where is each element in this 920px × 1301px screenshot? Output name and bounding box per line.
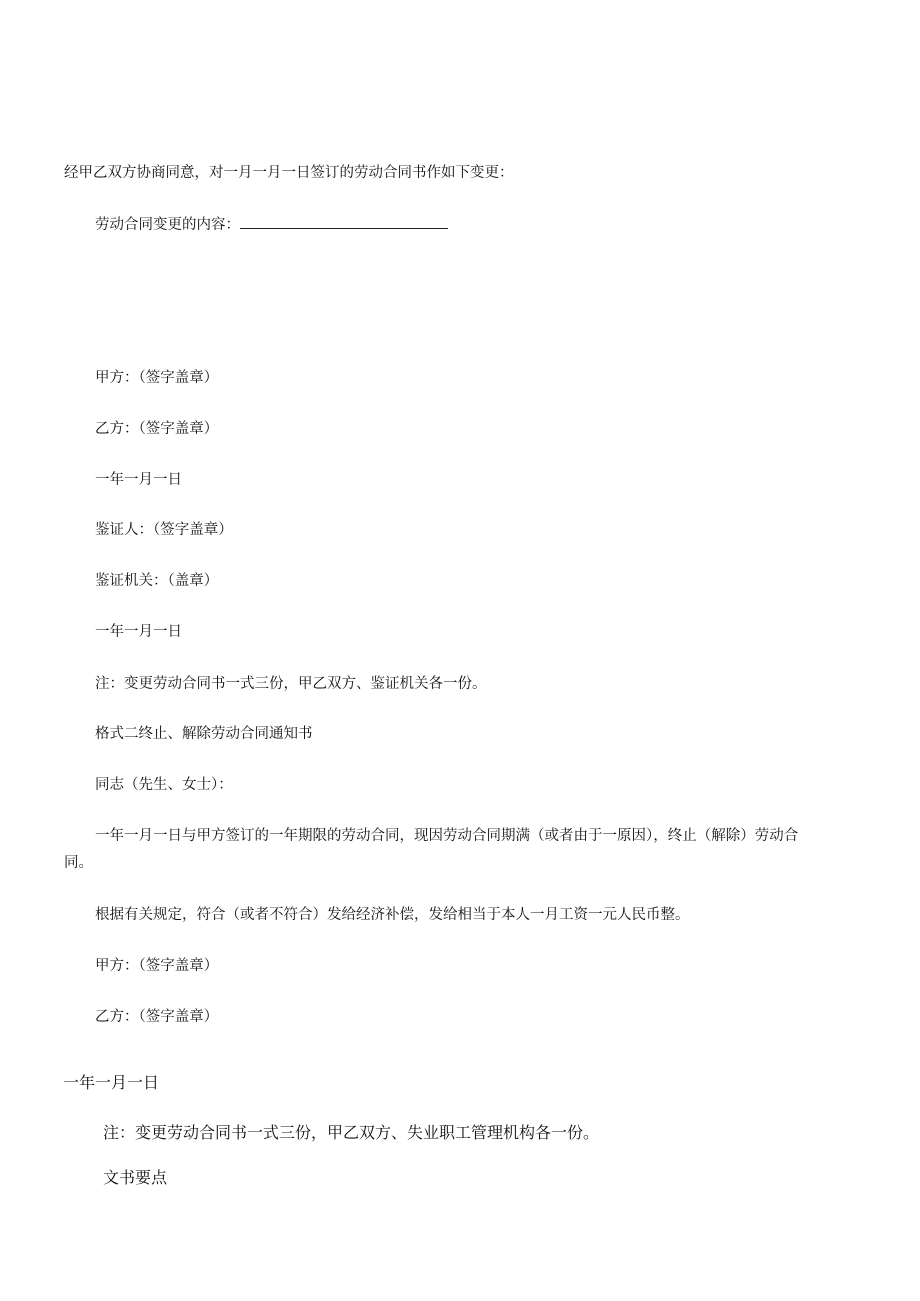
party-b-signature: 乙方：（签字盖章） — [95, 1009, 219, 1025]
section-heading: 文书要点 — [103, 1168, 168, 1187]
notice-body-line: 同。 — [64, 855, 93, 871]
salutation: 同志（先生、女士）： — [95, 777, 233, 793]
witness-signature: 鉴证人：（签字盖章） — [95, 522, 233, 538]
witness-agency-seal: 鉴证机关：（盖章） — [95, 573, 219, 589]
change-content-line — [95, 214, 448, 235]
note-paragraph: 注：变更劳动合同书一式三份，甲乙双方、鉴证机关各一份。 — [95, 676, 487, 692]
change-content-blank — [240, 214, 448, 229]
party-a-signature: 甲方：（签字盖章） — [95, 958, 219, 974]
format-title: 格式二终止、解除劳动合同通知书 — [95, 726, 313, 742]
date-line: 一年一月一日 — [63, 1073, 160, 1092]
notice-body-line: 一年一月一日与甲方签订的一年期限的劳动合同，现因劳动合同期满（或者由于一原因），终止（解除）劳动合 — [95, 828, 799, 844]
date-line: 一年一月一日 — [95, 624, 182, 640]
change-content-label: 劳动合同变更的内容： — [95, 217, 240, 233]
note-paragraph: 注：变更劳动合同书一式三份，甲乙双方、失业职工管理机构各一份。 — [103, 1123, 600, 1142]
party-a-signature: 甲方：（签字盖章） — [95, 370, 219, 386]
compensation-paragraph: 根据有关规定，符合（或者不符合）发给经济补偿，发给相当于本人一月工资一元人民币整。 — [95, 907, 690, 923]
date-line: 一年一月一日 — [95, 472, 182, 488]
intro-paragraph: 经甲乙双方协商同意，对一月一月一日签订的劳动合同书作如下变更： — [64, 165, 514, 181]
party-b-signature: 乙方：（签字盖章） — [95, 421, 219, 437]
